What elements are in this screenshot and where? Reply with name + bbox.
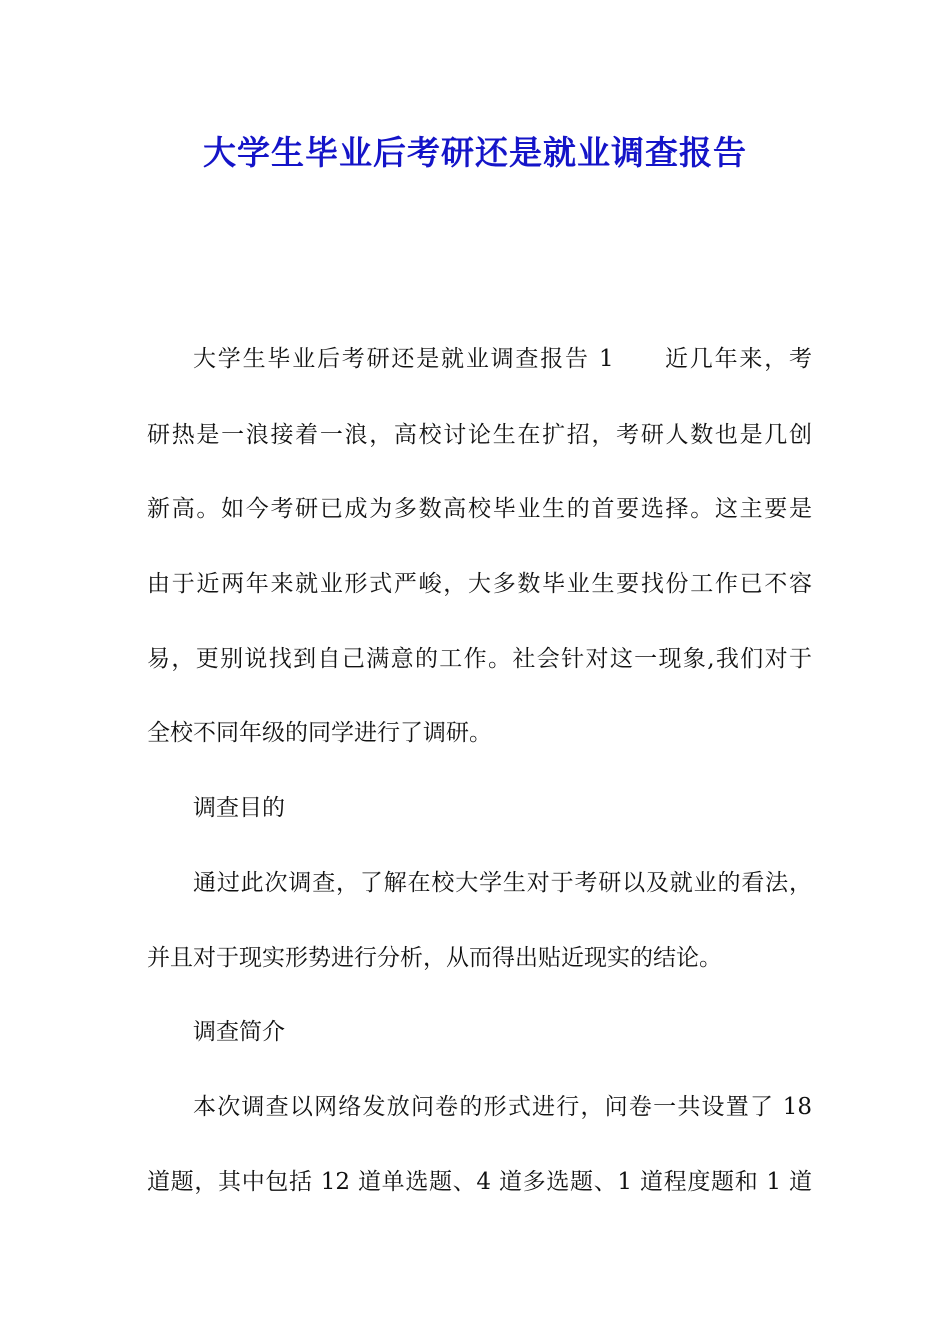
paragraph-line: 研热是一浪接着一浪，高校讨论生在扩招，考研人数也是几创 xyxy=(147,422,812,448)
paragraph-line: 通过此次调查，了解在校大学生对于考研以及就业的看法， xyxy=(193,870,812,896)
section-heading: 调查目的 xyxy=(193,795,285,821)
paragraph-line: 新高。如今考研已成为多数高校毕业生的首要选择。这主要是 xyxy=(147,496,812,522)
paragraph-line: 全校不同年级的同学进行了调研。 xyxy=(147,720,492,746)
paragraph-line: 大学生毕业后考研还是就业调查报告 1 近几年来，考 xyxy=(193,346,812,372)
paragraph-line: 并且对于现实形势进行分析，从而得出贴近现实的结论。 xyxy=(147,945,722,971)
document-title: 大学生毕业后考研还是就业调查报告 xyxy=(203,133,747,172)
paragraph-line: 本次调查以网络发放问卷的形式进行，问卷一共设置了 18 xyxy=(193,1094,812,1120)
paragraph-line: 易，更别说找到自己满意的工作。社会针对这一现象,我们对于 xyxy=(147,646,812,672)
section-heading: 调查简介 xyxy=(193,1019,285,1045)
paragraph-line: 由于近两年来就业形式严峻，大多数毕业生要找份工作已不容 xyxy=(147,571,812,597)
paragraph-line: 道题，其中包括 12 道单选题、4 道多选题、1 道程度题和 1 道 xyxy=(147,1169,812,1195)
